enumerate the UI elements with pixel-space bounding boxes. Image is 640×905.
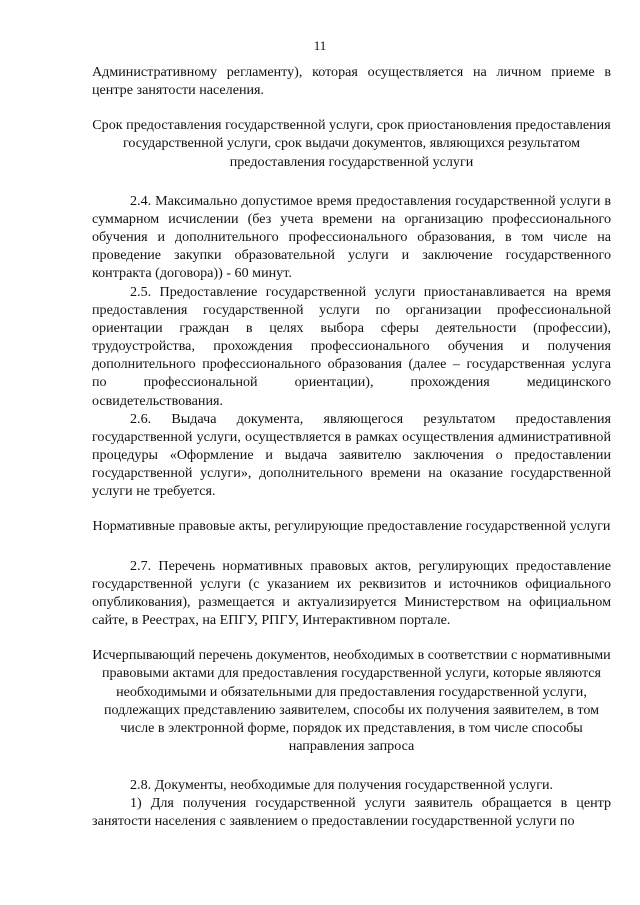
paragraph-2-7: 2.7. Перечень нормативных правовых актов, регулирующих предоставление государственной услуги (с указанием их реквизитов и источников официального опубликования), размещается и актуализируется Министерством на официальном сайте, в Реестрах, на ЕПГУ, РПГУ, Интерактивном портале. [92, 557, 611, 629]
document-body [92, 63, 611, 831]
paragraph-2-5: 2.5. Предоставление государственной услуги приостанавливается на время предоставления государственной услуги по организации профессиональной ориентации граждан в целях выбора сферы деятельности (профессии), трудоустройства, прохождения профессионального обучения и получения дополнительного профессионального образования (далее – государственная услуга по профессиональной ориентации), прохождения медицинского освидетельствования. [92, 283, 611, 409]
spacer [92, 171, 611, 192]
paragraph-2-8: 2.8. Документы, необходимые для получения государственной услуги. [130, 777, 554, 794]
section-heading-documents: Исчерпывающий перечень документов, необходимых в соответствии с нормативными правовыми актами для предоставления государственной услуги, которые являются необходимыми и обязательными для предоставления государственной услуги, подлежащих представлению заявителем, способы их получения заявителем, в том числе в электронной форме, порядок их представления, в том числе способы направления запроса [92, 647, 611, 754]
paragraph-2-6: 2.6. Выдача документа, являющегося результатом предоставления государственной услуги, осуществляется в рамках осуществления административной процедуры «Оформление и выдача заявителю заключения о предоставлении государственной услуги», дополнительного времени на оказание государственной услуги не требуется. [92, 410, 611, 500]
paragraph-2-8-item-1: 1) Для получения государственной услуги заявитель обращается в центр занятости населения с заявлением о предоставлении государственной услуги по [92, 795, 611, 830]
paragraph-2-4: 2.4. Максимально допустимое время предоставления государственной услуги в суммарном исчислении (без учета времени на организацию профессионального обучения и дополнительного профессионального образования, в том числе на проведение закупки образовательной услуги и заключение государственного контракта (договора)) - 60 минут. [92, 192, 611, 282]
spacer [92, 629, 611, 646]
spacer [92, 99, 611, 116]
section-heading-legal-acts: Нормативные правовые акты, регулирующие предоставление государственной услуги [92, 518, 611, 535]
page-number: 11 [313, 38, 327, 53]
paragraph-continuation: Административному регламенту), которая осуществляется на личном приеме в центре занятости населения. [92, 64, 611, 99]
spacer [92, 755, 611, 776]
spacer [92, 500, 611, 517]
spacer [92, 536, 611, 557]
section-heading-deadlines: Срок предоставления государственной услуги, срок приостановления предоставления государственной услуги, срок выдачи документов, являющихся результатом предоставления государственной услуги [92, 117, 611, 170]
